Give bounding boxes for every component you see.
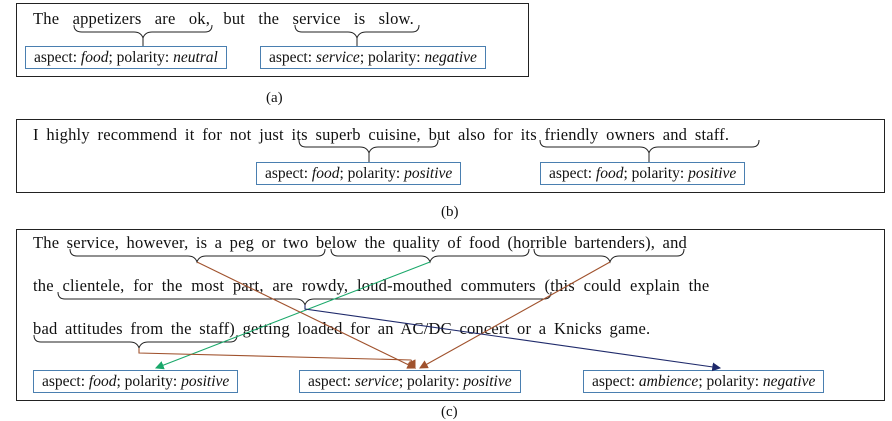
aspect-label: aspect: bbox=[549, 165, 596, 182]
polarity-value: negative bbox=[424, 49, 477, 66]
aspect-label: aspect: bbox=[265, 165, 312, 182]
aspect-value: food bbox=[88, 373, 117, 390]
caption-c: (c) bbox=[441, 404, 458, 420]
polarity-value: positive bbox=[463, 373, 512, 390]
panel-c-line-2: the clientele, for the most part, are rowdy, loud-mouthed commuters (this could explain the bbox=[33, 276, 710, 295]
polarity-value: neutral bbox=[173, 49, 218, 66]
panel-b-box-1 bbox=[256, 162, 461, 185]
polarity-value: positive bbox=[181, 373, 230, 390]
caption-a: (a) bbox=[266, 90, 283, 106]
polarity-label: ; polarity: bbox=[359, 49, 425, 66]
panel-c-box-service bbox=[299, 370, 521, 393]
panel-a-box-1 bbox=[25, 46, 227, 69]
panel-a-box-2 bbox=[260, 46, 486, 69]
aspect-label: aspect: bbox=[308, 373, 355, 390]
polarity-value: negative bbox=[762, 373, 816, 390]
polarity-value: positive bbox=[688, 165, 737, 182]
polarity-label: ; polarity: bbox=[339, 165, 405, 182]
aspect-value: service bbox=[354, 373, 399, 390]
panel-a-sentence: The appetizers are ok, but the service is slow. bbox=[33, 9, 414, 28]
aspect-label: aspect: bbox=[592, 373, 639, 390]
polarity-label: ; polarity: bbox=[623, 165, 689, 182]
aspect-label: aspect: bbox=[269, 49, 316, 66]
panel-c-line-1: The service, however, is a peg or two below the quality of food (horrible bartenders), and bbox=[33, 233, 687, 252]
polarity-label: ; polarity: bbox=[698, 373, 763, 390]
panel-c-box-ambience bbox=[583, 370, 824, 393]
aspect-label: aspect: bbox=[34, 49, 81, 66]
polarity-label: ; polarity: bbox=[116, 373, 182, 390]
panel-c-line-3: bad attitudes from the staff) getting loaded for an AC/DC concert or a Knicks game. bbox=[33, 319, 651, 338]
polarity-value: positive bbox=[404, 165, 453, 182]
caption-b: (b) bbox=[441, 204, 459, 220]
aspect-value: service bbox=[315, 49, 360, 66]
panel-c-box-food bbox=[33, 370, 238, 393]
panel-b-box-2 bbox=[540, 162, 745, 185]
aspect-value: ambience bbox=[638, 373, 699, 390]
aspect-value: food bbox=[595, 165, 624, 182]
aspect-label: aspect: bbox=[42, 373, 89, 390]
aspect-value: food bbox=[311, 165, 340, 182]
polarity-label: ; polarity: bbox=[398, 373, 464, 390]
aspect-value: food bbox=[80, 49, 109, 66]
polarity-label: ; polarity: bbox=[108, 49, 174, 66]
panel-b-sentence: I highly recommend it for not just its superb cuisine, but also for its friendly owners and staff. bbox=[33, 125, 730, 144]
